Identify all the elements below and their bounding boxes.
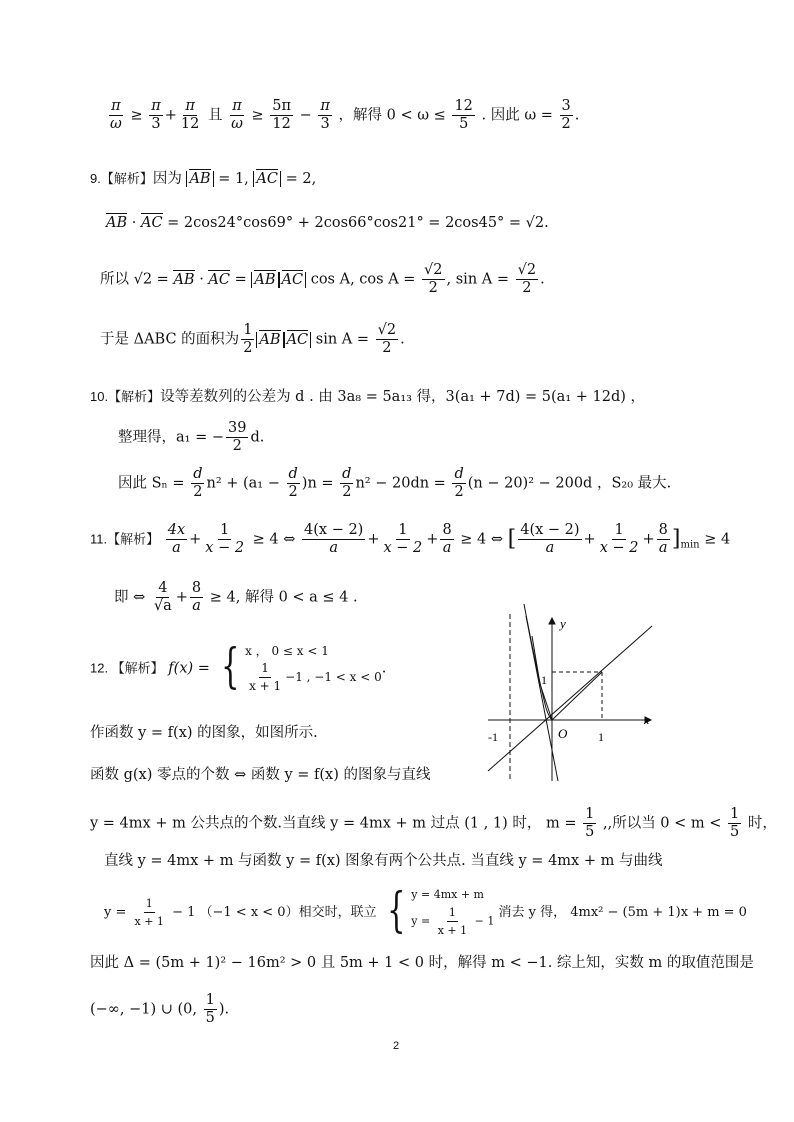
graph-y-equals-x	[552, 672, 602, 720]
q12-p5: y = $\frac{1}{x + 1}$ − 1 （−1 < x < 0）相交时，联立 { y = 4mx + m y = $\frac{1}{x + 1}$ − 1 消去 y 得， 4mx² − (5m + 1)x + m = 0	[104, 882, 747, 938]
label-y: y	[560, 616, 566, 631]
label-neg-one: -1	[488, 730, 498, 744]
q10-line2: 整理得，a₁ = − $\frac{39}{2}$ d.	[118, 420, 265, 454]
q12-p3: y = 4mx + m 公共点的个数.当直线 y = 4mx + m 过点 (1 , 1) 时， m = $\frac{1}{5}$ ,,所以当 0 < m < $\frac{1}{5}$ 时，	[90, 806, 777, 840]
q10-line1: 10.【解析】设等差数列的公差为 d . 由 3a₈ = 5a₁₃ 得，3(a₁ + 7d) = 5(a₁ + 12d) ，	[90, 389, 646, 405]
q9-label: 9.【解析】	[90, 171, 153, 186]
q12-p7: (−∞, −1) ∪ (0, $\frac{1}{5}$ ).	[90, 992, 230, 1026]
line-4mx-plus-m	[488, 626, 652, 771]
q11-label: 11.【解析】	[90, 531, 160, 547]
line-omega: $\frac{\pi}{\omega}$ ≥ $\frac{\pi}{3}$ + $\frac{\pi}{12}$ 且 $\frac{\pi}{\omega}$ ≥ $\frac{5\pi}{12}$ − $\frac{\pi}{3}$ ，解得 0 < ω ≤ $\frac{12}{5}$ . 因此 ω = $\frac{3}{2}$ .	[110, 98, 580, 132]
q12-p4: 直线 y = 4mx + m 与函数 y = f(x) 图象有两个公共点. 当直线 y = 4mx + m 与曲线	[104, 853, 663, 869]
q12-line1: 12. 【解析】 f(x) = { x ， 0 ≤ x < 1 $\frac{1}{x + 1}$ −1 , −1 < x < 0 .	[90, 638, 387, 694]
q10-line3: 因此 Sₙ = $\frac{d}{2}$ n² + (a₁ − $\frac{d}{2}$ )n = $\frac{d}{2}$ n² − 20dn = $\frac{d}{2}$ (n − 20)² − 200d ，S₂₀ 最大.	[118, 466, 672, 500]
label-origin: O	[558, 726, 568, 741]
q12-p6: 因此 Δ = (5m + 1)² − 16m² > 0 且 5m + 1 < 0 时，解得 m < −1. 综上知，实数 m 的取值范围是	[90, 955, 754, 971]
q11-line2: 即 ⇔ $\frac{4}{√a}$ + $\frac{8}{a}$ ≥ 4, 解得 0 < a ≤ 4 .	[114, 580, 358, 614]
curve-hyperbola	[524, 604, 552, 720]
page-number: 2	[393, 1040, 400, 1052]
q12-p1: 作函数 y = f(x) 的图象，如图所示.	[90, 725, 318, 741]
q12-p2: 函数 g(x) 零点的个数 ⇔ 函数 y = f(x) 的图象与直线	[90, 767, 431, 783]
q9-line1: 9.【解析】因为 AB = 1, AC = 2,	[90, 168, 316, 190]
label-one-x: 1	[598, 730, 604, 744]
q9-line3: 所以 √2 = AB · AC = AB AC cos A, cos A = $\frac{√2}{2}$ , sin A = $\frac{√2}{2}$ .	[100, 262, 545, 296]
q9-line2: AB · AC = 2cos24°cos69° + 2cos66°cos21° = 2cos45° = √2.	[106, 212, 549, 234]
label-x: x	[644, 713, 650, 727]
q10-label: 10.【解析】	[90, 389, 161, 404]
label-one-y: 1	[541, 673, 547, 687]
function-graph	[480, 596, 660, 786]
q12-label: 12. 【解析】	[90, 660, 164, 676]
q11-line1: 11.【解析】 $\frac{4x}{a}$ + $\frac{1}{x - 2}$ ≥ 4 ⇔ $\frac{4(x - 2)}{a}$ + $\frac{1}{x - 2}$ + $\frac{8}{a}$ ≥ 4 ⇔ [ $\frac{4(x - 2)}{a}$ + $\frac{1}{x - 2}$ + $\frac{8}{a}$ ]$_{min} \ge 4$	[90, 522, 731, 556]
q9-line4: 于是 ΔABC 的面积为 $\frac{1}{2}$ AB AC sin A = $\frac{√2}{2}$ .	[100, 322, 405, 356]
curve-steep-line	[526, 616, 558, 781]
